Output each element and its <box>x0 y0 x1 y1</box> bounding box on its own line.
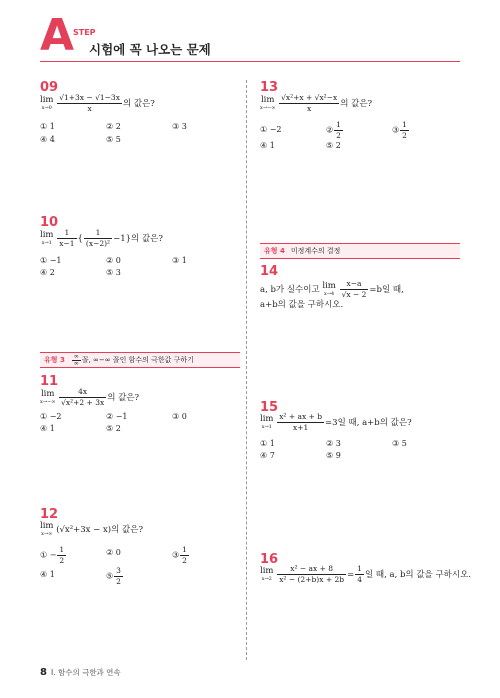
page-number: 8 <box>40 667 47 678</box>
question-10-stem: lim x→1 $\frac{1}{x-1}$ { $\frac{1}{\text{(x−2)²}}$ −1}의 값은? <box>40 228 163 248</box>
question-16-stem: lim x→2 $\frac{\text{x² − ax + 8}}{\text{x² − (2+b)x + 2b}}$ = $\frac{1}{4}$ 일 때, a, b의 값을 구하시오. <box>260 564 471 584</box>
type-4-header: 유형 4 미정계수의 결정 <box>260 243 460 259</box>
type-3-header: 유형 3 $\frac{\infty}{\infty}$ 꼴, ∞−∞ 꼴인 함수의 극한값 구하기 <box>40 352 240 368</box>
question-14-line2: a+b의 값을 구하시오. <box>260 300 344 310</box>
q10-choice-5: ⑤ 3 <box>106 268 121 277</box>
q12-choice-5: ⑤ $\frac{3}{2}$ <box>106 566 121 586</box>
question-number-10: 10 <box>40 215 59 230</box>
question-09-stem: lim x→0 $\frac{√1+3x - √1-3x}{x}$ 의 값은? <box>40 93 155 113</box>
q15-choice-2: ② 3 <box>326 439 341 448</box>
q09-choice-5: ⑤ 5 <box>106 135 121 144</box>
q12-choice-4: ④ 1 <box>40 570 55 579</box>
q09-choice-2: ② 2 <box>106 122 121 131</box>
q11-choice-1: ① −2 <box>40 412 62 421</box>
q13-choice-3: ③ $\frac{1}{2}$ <box>392 120 407 140</box>
question-13-stem: lim x→−∞ $\frac{\text{√x²+x + √x²−x}}{x}$ 의 값은? <box>260 93 373 113</box>
question-number-11: 11 <box>40 374 59 389</box>
question-number-13: 13 <box>260 80 279 95</box>
q12-choice-2: ② 0 <box>106 548 121 557</box>
q15-choice-5: ⑤ 9 <box>326 451 341 460</box>
q11-choice-4: ④ 1 <box>40 424 55 433</box>
chapter-title: I. 함수의 극한과 연속 <box>50 668 121 677</box>
q10-choice-3: ③ 1 <box>172 256 187 265</box>
step-label: STEP <box>73 28 96 37</box>
q11-choice-3: ③ 0 <box>172 412 187 421</box>
q11-choice-5: ⑤ 2 <box>106 424 121 433</box>
question-number-16: 16 <box>260 552 279 567</box>
question-15-stem: lim x→1 $\frac{\text{x² + ax + b}}{x+1}$ =3일 때, a+b의 값은? <box>260 412 412 432</box>
question-number-12: 12 <box>40 507 59 522</box>
q15-choice-4: ④ 7 <box>260 451 275 460</box>
q10-choice-4: ④ 2 <box>40 268 55 277</box>
header-rule <box>40 61 460 62</box>
question-number-14: 14 <box>260 264 279 279</box>
q09-choice-3: ③ 3 <box>172 122 187 131</box>
column-divider <box>246 80 247 660</box>
q15-choice-1: ① 1 <box>260 439 275 448</box>
step-letter: A <box>40 10 75 61</box>
question-12-stem: lim x→∞ (√x²+3x − x)의 값은? <box>40 521 144 537</box>
q15-choice-3: ③ 5 <box>392 439 407 448</box>
q12-choice-3: ③ $\frac{1}{2}$ <box>172 545 187 565</box>
question-number-15: 15 <box>260 400 279 415</box>
q13-choice-4: ④ 1 <box>260 141 275 150</box>
question-11-stem: lim x→−∞ $\frac{4x}{\text{√x²+2 + 3x}}$ 의 값은? <box>40 387 140 407</box>
page-footer <box>40 667 121 678</box>
q10-choice-2: ② 0 <box>106 256 121 265</box>
question-number-09: 09 <box>40 80 59 95</box>
q12-choice-1: ① − $\frac{1}{2}$ <box>40 545 65 565</box>
page-title: 시험에 꼭 나오는 문제 <box>89 42 211 57</box>
question-14-stem: a, b가 실수이고 lim x→4 $\frac{x-a}{√x - 2}$ =b일 때, <box>260 279 404 299</box>
q13-choice-5: ⑤ 2 <box>326 141 341 150</box>
q09-choice-4: ④ 4 <box>40 135 55 144</box>
q11-choice-2: ② −1 <box>106 412 128 421</box>
q13-choice-2: ② $\frac{1}{2}$ <box>326 120 341 140</box>
q13-choice-1: ① −2 <box>260 125 282 134</box>
q09-choice-1: ① 1 <box>40 122 55 131</box>
q10-choice-1: ① −1 <box>40 256 62 265</box>
